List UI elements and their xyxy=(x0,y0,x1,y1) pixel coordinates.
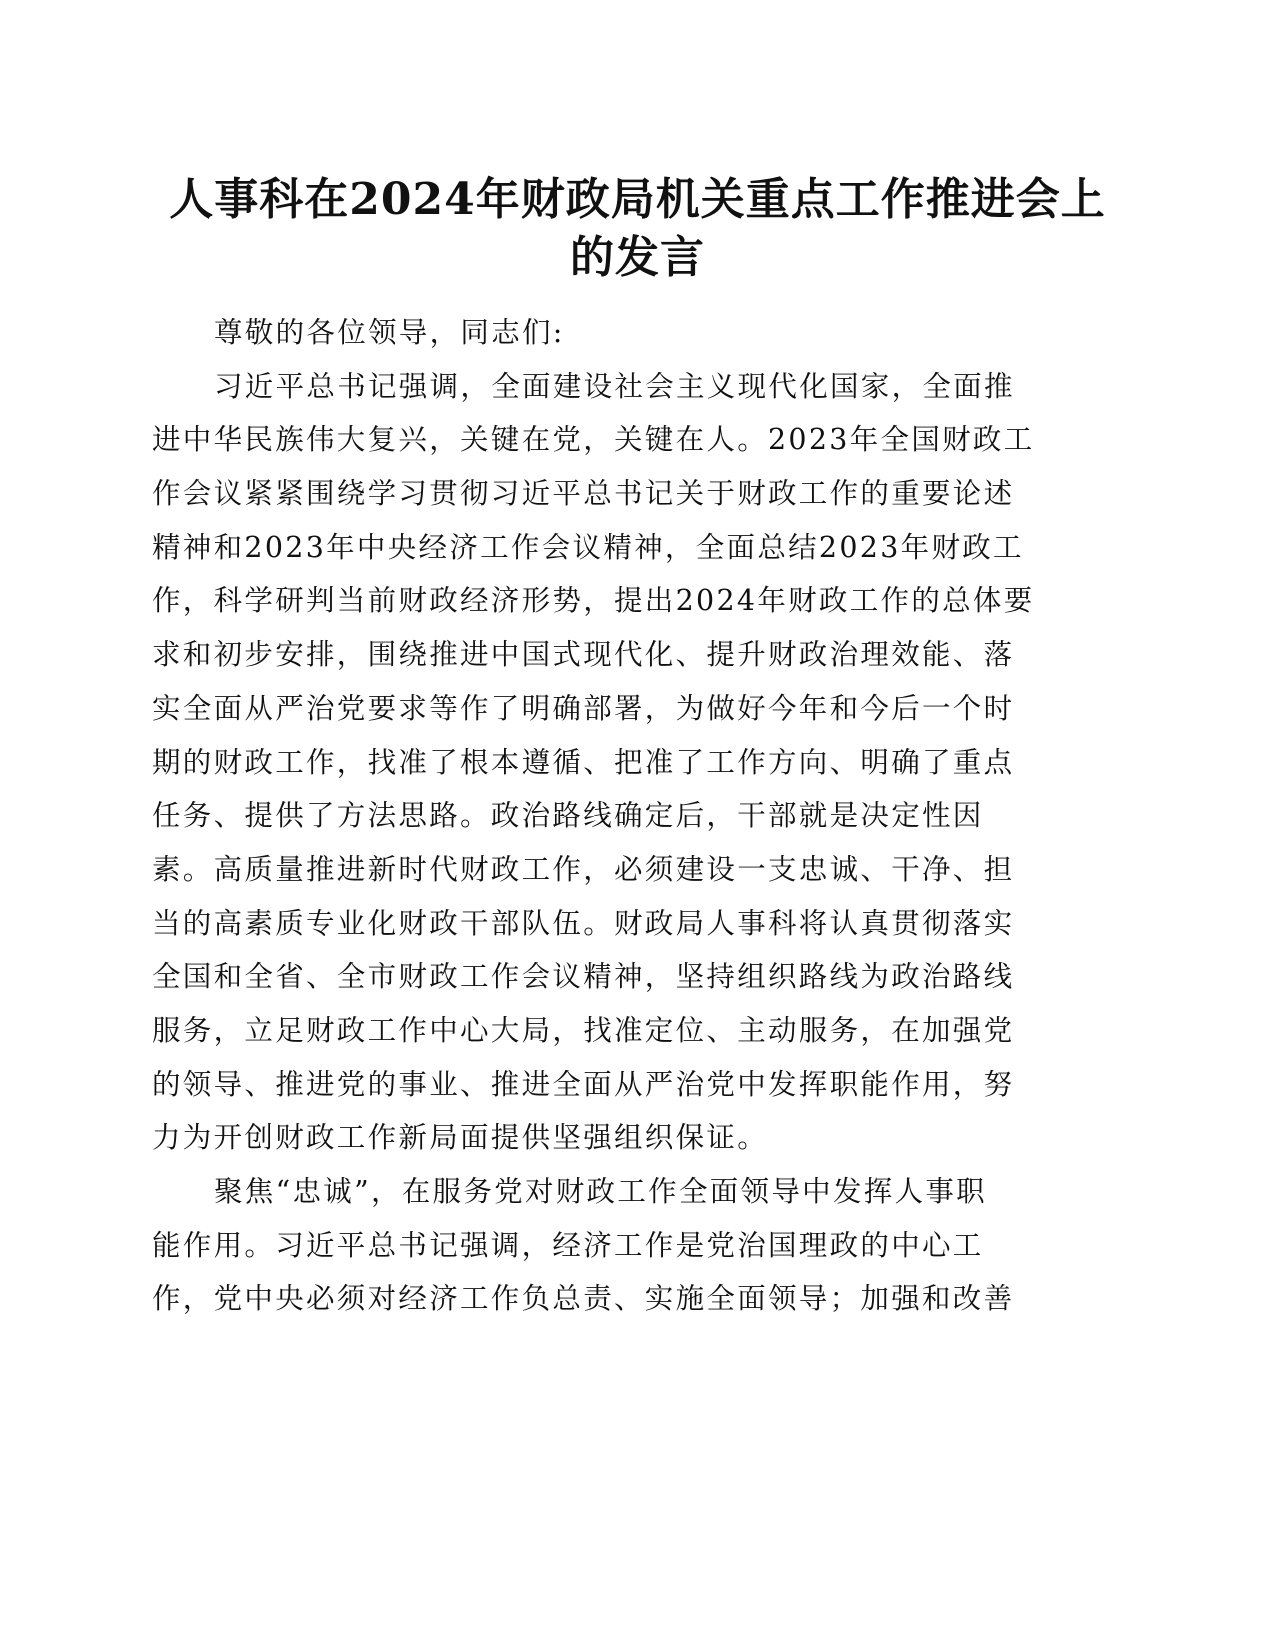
paragraph-2-line-3: 作，党中央必须对经济工作负总责、实施全面领导；加强和改善 xyxy=(152,1282,1015,1316)
paragraph-1-line-12: 全国和全省、全市财政工作会议精神，坚持组织路线为政治路线 xyxy=(152,960,1015,994)
paragraph-1-line-9: 任务、提供了方法思路。政治路线确定后，干部就是决定性因 xyxy=(152,799,984,833)
paragraph-2-line-2: 能作用。习近平总书记强调，经济工作是党治国理政的中心工 xyxy=(152,1228,984,1262)
paragraph-1-line-8: 期的财政工作，找准了根本遵循、把准了工作方向、明确了重点 xyxy=(152,745,1015,779)
paragraph-1-line-15: 力为开创财政工作新局面提供坚强组织保证。 xyxy=(152,1121,769,1155)
paragraph-1-line-2: 进中华民族伟大复兴，关键在党，关键在人。2023年全国财政工 xyxy=(152,423,1035,457)
paragraph-1-line-5: 作，科学研判当前财政经济形势，提出2024年财政工作的总体要 xyxy=(152,584,1035,618)
paragraph-1-line-3: 作会议紧紧围绕学习贯彻习近平总书记关于财政工作的重要论述 xyxy=(152,477,1015,511)
paragraph-1-line-4: 精神和2023年中央经济工作会议精神，全面总结2023年财政工 xyxy=(152,530,1024,564)
document-title-line-2: 的发言 xyxy=(570,232,705,283)
paragraph-1-line-10: 素。高质量推进新时代财政工作，必须建设一支忠诚、干净、担 xyxy=(152,852,1015,886)
paragraph-1-line-6: 求和初步安排，围绕推进中国式现代化、提升财政治理效能、落 xyxy=(152,638,1015,672)
paragraph-1-line-1: 习近平总书记强调，全面建设社会主义现代化国家，全面推 xyxy=(214,369,1015,403)
paragraph-2-line-1: 聚焦“忠诚”，在服务党对财政工作全面领导中发挥人事职 xyxy=(214,1175,987,1208)
paragraph-1-line-13: 服务，立足财政工作中心大局，找准定位、主动服务，在加强党 xyxy=(152,1013,1015,1047)
paragraph-1-line-11: 当的高素质专业化财政干部队伍。财政局人事科将认真贯彻落实 xyxy=(152,906,1015,940)
paragraph-1-line-14: 的领导、推进党的事业、推进全面从严治党中发挥职能作用，努 xyxy=(152,1067,1015,1101)
salutation: 尊敬的各位领导，同志们: xyxy=(214,316,565,349)
document-body xyxy=(152,306,1052,1326)
paragraph-1-line-7: 实全面从严治党要求等作了明确部署，为做好今年和今后一个时 xyxy=(152,691,1015,725)
document-title-line-1: 人事科在2024年财政局机关重点工作推进会上 xyxy=(169,174,1106,225)
